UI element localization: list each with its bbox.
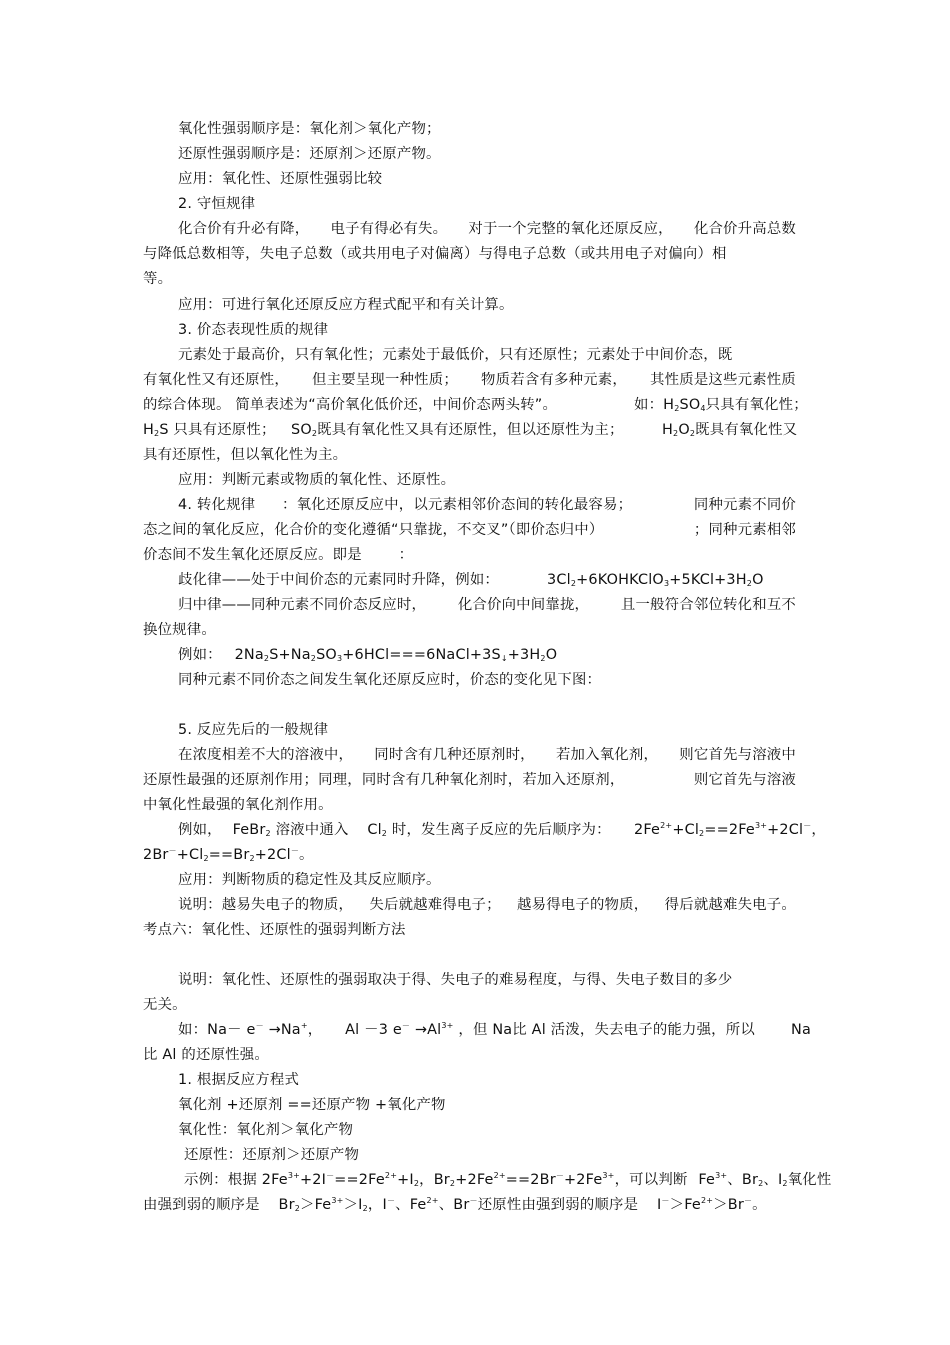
text-line	[178, 746, 796, 764]
text-line	[178, 1021, 811, 1039]
formula: $SO_2$既具有氧化性又具有还原性，但以还原性为主；	[291, 422, 624, 438]
text-span: ，但 Na比 Al 活泼，失去电子的能力强，所以	[458, 1022, 755, 1038]
text-line: 中氧化性最强的氧化剂作用。	[143, 797, 333, 813]
text-span: 化合价升高总数	[693, 221, 796, 237]
text-span: 有氧化性又有还原性，	[143, 372, 289, 388]
equation: $2Br^-+Cl_2==Br_2+2Cl^-$。	[143, 846, 314, 863]
text-span: 同时含有几种还原剂时，	[374, 747, 535, 763]
text-span: 其性质是这些元素性质	[650, 372, 796, 388]
text-line	[143, 771, 796, 789]
text-line	[143, 1196, 767, 1214]
text-span: 还原性最强的还原剂作用；同理，同时含有几种氧化剂时，若加入还原剂，	[143, 772, 625, 788]
text-span: 得后就越难失电子。	[664, 897, 796, 913]
text-line	[143, 396, 808, 414]
text-span: ；同种元素相邻	[693, 522, 796, 538]
text-line: 换位规律。	[143, 622, 216, 638]
formula: $H_2S$ 只具有还原性；	[143, 422, 276, 438]
text-span: 失后就越难得电子；	[369, 897, 501, 913]
text-line: 应用：氧化性、还原性强弱比较	[178, 171, 383, 187]
text-span: 例如，	[178, 822, 222, 838]
text-line: 与降低总数相等，失电子总数（或共用电子对偏离）与得电子总数（或共用电子对偏向）相	[143, 246, 727, 262]
equation: $2Na_2S+Na_2SO_3+6HCl===6NaCl+3S_↓+3H_2O$	[234, 647, 558, 663]
text-line: 等。	[143, 271, 173, 287]
text-line: 说明：氧化性、还原性的强弱取决于得、失电子的难易程度，与得、失电子数目的多少	[178, 972, 733, 988]
text-line: 比 Al 的还原性强。	[143, 1047, 269, 1063]
text-span: 时，发生离子反应的先后顺序为：	[391, 822, 611, 838]
formula: $Fe^{3+}$、$Br_2$、$I_2$氧化性	[698, 1171, 832, 1188]
formula: FeBr$_2$	[232, 822, 271, 838]
text-line	[178, 571, 796, 589]
text-line	[178, 896, 796, 914]
text-line	[178, 646, 557, 664]
text-span: 则它首先与溶液	[693, 772, 796, 788]
text-span: Na	[791, 1022, 811, 1038]
formula: $H_2O_2$既具有氧化性又	[662, 422, 798, 438]
equation: Al －3 $e^- \to Al^{3+}$	[345, 1021, 454, 1038]
text-line	[143, 421, 796, 439]
text-line: 氧化性：氧化剂＞氧化产物	[178, 1122, 354, 1138]
equation: $3Cl_2+6KOHKClO_3+5KCl+3H_2O$	[547, 572, 764, 588]
text-span: 若加入氧化剂，	[555, 747, 659, 763]
text-span: 归中律——同种元素不同价态反应时，	[178, 597, 427, 613]
text-span: 化合价向中间靠拢，	[457, 597, 590, 613]
text-span: 化合价有升必有降，	[178, 221, 310, 237]
formula: $Br_2>Fe^{3+}>I_2$，I－、$Fe^{2+}$、Br－	[278, 1196, 478, 1213]
section-heading: 4. 转化规律	[178, 497, 256, 513]
text-line: 氧化剂 +还原剂 ==还原产物 +氧化产物	[178, 1097, 446, 1113]
text-span: 物质若含有多种元素，	[481, 372, 627, 388]
text-span: 电子有得必有失。	[330, 221, 448, 237]
section-heading: 2. 守恒规律	[178, 196, 256, 212]
section-heading: 1. 根据反应方程式	[178, 1072, 300, 1088]
equation: 如：Na－ e－ →Na+，	[178, 1021, 323, 1038]
text-span: 例如：	[178, 647, 222, 663]
text-span: 态之间的氧化反应，化合价的变化遵循“只靠拢，不交叉”（即价态归中）	[143, 522, 604, 538]
formula: $Cl_2$	[367, 822, 388, 838]
text-line	[178, 596, 796, 614]
equation: $2Fe^{2+}+Cl_2==2Fe^{3+}+2Cl^-$，	[634, 821, 827, 838]
text-span: ，可以判断	[614, 1172, 688, 1188]
text-line: 氧化性强弱顺序是：氧化剂＞氧化产物；	[178, 121, 441, 137]
text-span: 说明：越易失电子的物质，	[178, 897, 354, 913]
section-heading: 3. 价态表现性质的规律	[178, 322, 329, 338]
text-span: 对于一个完整的氧化还原反应，	[468, 221, 673, 237]
text-span: 还原性由强到弱的顺序是	[477, 1197, 639, 1213]
text-line	[178, 821, 827, 839]
text-span: 同种元素不同价	[693, 497, 796, 513]
formula: 如：$H_2SO_4$只具有氧化性；	[634, 397, 808, 413]
text-line: 具有还原性，但以氧化性为主。	[143, 447, 348, 463]
text-line	[143, 371, 796, 389]
equation: 示例：根据 $2Fe^{3+}+2I^-==2Fe^{2+}+I_2$，$Br_2+2Fe^{2+}==2Br^-+2Fe^{3+}$	[184, 1171, 615, 1188]
text-line	[143, 521, 796, 539]
text-span: 价态间不发生氧化还原反应。即是	[143, 547, 362, 563]
text-span: ：氧化还原反应中，以元素相邻价态间的转化最容易；	[282, 497, 633, 513]
text-line: 应用：可进行氧化还原反应方程式配平和有关计算。	[178, 297, 514, 313]
text-span: 越易得电子的物质，	[517, 897, 649, 913]
text-span: 且一般符合邻位转化和互不	[620, 597, 796, 613]
text-span: 但主要呈现一种性质；	[312, 372, 458, 388]
text-span: ：	[398, 547, 414, 563]
text-line	[143, 546, 413, 564]
text-span: 则它首先与溶液中	[679, 747, 796, 763]
section-heading: 考点六：氧化性、还原性的强弱判断方法	[143, 922, 406, 938]
formula: $I^->Fe^{2+}>Br^-$。	[656, 1196, 767, 1213]
section-heading: 5. 反应先后的一般规律	[178, 722, 329, 738]
text-line	[184, 1171, 832, 1189]
text-span: 歧化律——处于中间价态的元素同时升降，例如：	[178, 572, 499, 588]
text-line	[178, 496, 796, 514]
text-span: 的综合体现。 简单表述为“高价氧化低价还，中间价态两头转”。	[143, 397, 558, 413]
text-line: 还原性强弱顺序是：还原剂＞还原产物。	[178, 146, 441, 162]
text-line: 同种元素不同价态之间发生氧化还原反应时，价态的变化见下图：	[178, 672, 602, 688]
text-line: 应用：判断物质的稳定性及其反应顺序。	[178, 872, 441, 888]
text-line: 应用：判断元素或物质的氧化性、还原性。	[178, 472, 456, 488]
text-line	[178, 220, 796, 238]
text-line: 元素处于最高价，只有氧化性；元素处于最低价，只有还原性；元素处于中间价态，既	[178, 347, 733, 363]
text-line: 还原性：还原剂＞还原产物	[184, 1147, 360, 1163]
text-span: 由强到弱的顺序是	[143, 1197, 260, 1213]
text-line: 无关。	[143, 997, 187, 1013]
text-span: 在浓度相差不大的溶液中，	[178, 747, 354, 763]
text-span: 溶液中通入	[275, 822, 349, 838]
